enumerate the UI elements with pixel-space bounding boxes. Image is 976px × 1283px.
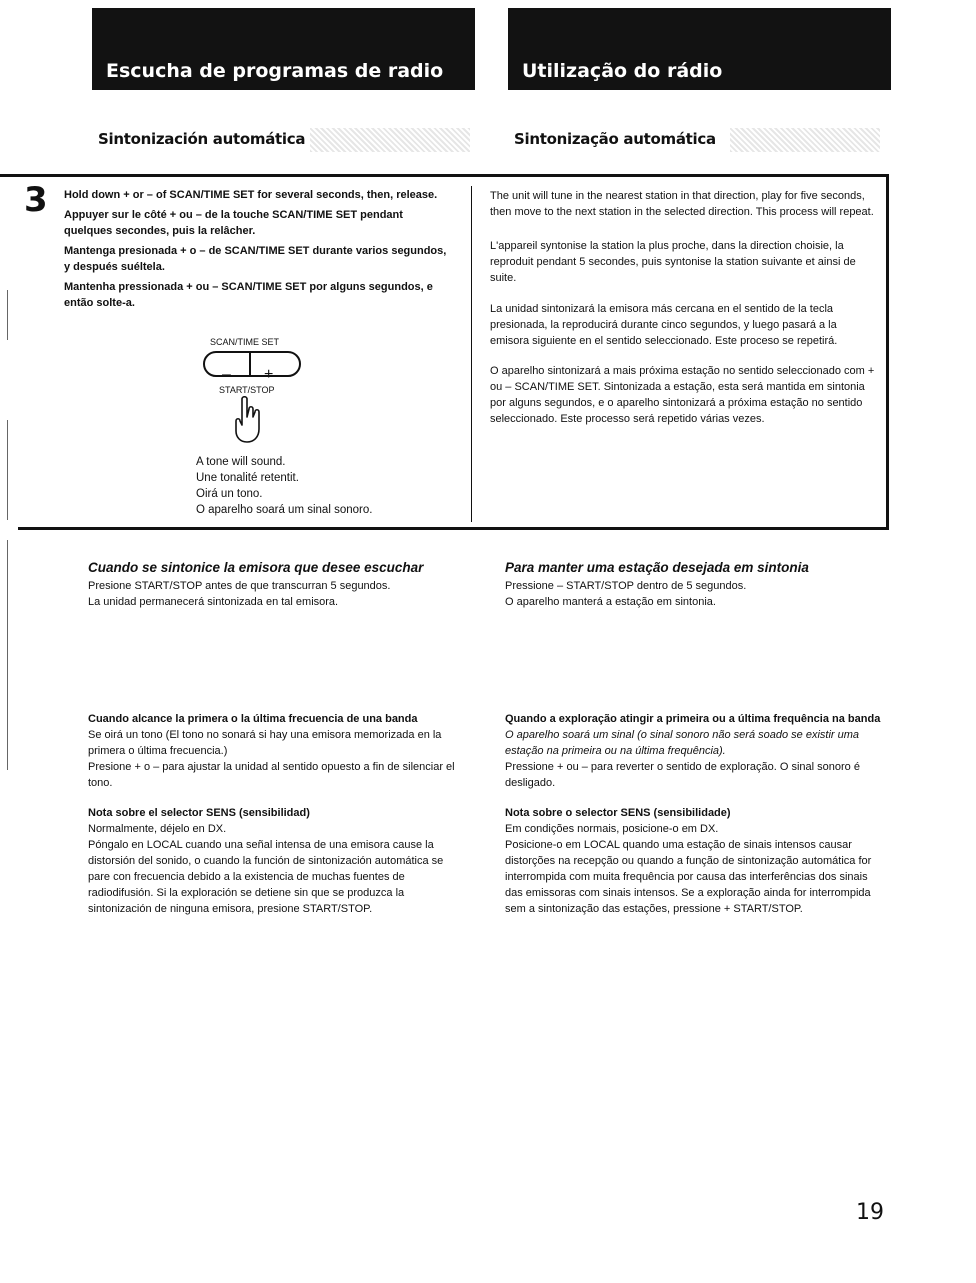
step-number: 3 bbox=[24, 180, 48, 220]
scan-label: SCAN/TIME SET bbox=[210, 337, 280, 347]
desc-fr: L'appareil syntonise la station la plus proche, dans la direction choisie, la reproduit pendant 5 secondes, puis syntonise la station suivante et ainsi de suite. bbox=[490, 240, 856, 284]
step-pt: Mantenha pressionada + ou – SCAN/TIME SET por alguns segundos, e então solte-a. bbox=[64, 281, 433, 309]
es-heading: Cuando se sintonice la emisora que desee escuchar bbox=[88, 560, 424, 575]
es-section bbox=[88, 560, 468, 610]
pt-sens-body2: Posicione-o em LOCAL quando uma estação de sinais intensos causar distorções na recepção ou quando a função de sintonização automática for interrompida com muita frequência por causa das interferências dos sinais das emissoras com sinais intensos. Se a exploração ainda for interrompida sem a sintonização das estações, pressione + START/STOP. bbox=[505, 839, 872, 915]
es-notes bbox=[88, 711, 468, 917]
box-bottom-rule bbox=[18, 527, 889, 530]
step-en: Hold down + or – of SCAN/TIME SET for several seconds, then, release. bbox=[64, 189, 438, 201]
subhead-right-shade bbox=[730, 128, 880, 152]
page-edge-mark bbox=[7, 540, 8, 770]
banner-right-title: Utilização do rádio bbox=[522, 60, 723, 82]
page-edge-mark bbox=[7, 290, 8, 340]
es-sens-body1: Normalmente, déjelo en DX. bbox=[88, 823, 227, 835]
es-sens-body2: Póngalo en LOCAL cuando una señal intensa de una emisora cause la distorsión del sonido, o cuando la función de sintonización automática se pare con frecuencia debido a la existencia de muchas fuentes de radiodifusión. Si la exploración se detiene sin que se produzca la sintonización de ninguna emisora, presione START/STOP. bbox=[88, 839, 444, 915]
es-band-heading: Cuando alcance la primera o la última frecuencia de una banda bbox=[88, 713, 418, 725]
pt-body1: Pressione – START/STOP dentro de 5 segundos. bbox=[505, 580, 747, 592]
banner-left-title: Escucha de programas de radio bbox=[106, 60, 444, 82]
pt-body2: O aparelho manterá a estação em sintonia. bbox=[505, 596, 716, 608]
es-band-body2: Presione + o – para ajustar la unidad al sentido opuesto a fin de silenciar el tono. bbox=[88, 761, 455, 789]
tone-en: A tone will sound. bbox=[196, 456, 286, 468]
banner-right bbox=[508, 8, 891, 90]
es-sens-heading: Nota sobre el selector SENS (sensibilidad) bbox=[88, 807, 310, 819]
pt-notes bbox=[505, 711, 885, 917]
pt-heading: Para manter uma estação desejada em sintonia bbox=[505, 560, 809, 575]
step-instructions bbox=[64, 187, 454, 311]
pt-band-heading: Quando a exploração atingir a primeira ou a última frequência na banda bbox=[505, 713, 881, 725]
es-body2: La unidad permanecerá sintonizada en tal emisora. bbox=[88, 596, 339, 608]
tone-pt: O aparelho soará um sinal sonoro. bbox=[196, 504, 373, 516]
pt-band-body2: Pressione + ou – para reverter o sentido de exploração. O sinal sonoro é desligado. bbox=[505, 761, 860, 789]
desc-en: The unit will tune in the nearest station in that direction, play for five seconds, then move to the next station in the selected direction. This process will repeat. bbox=[490, 190, 874, 218]
box-divider bbox=[471, 186, 472, 522]
start-stop-label: START/STOP bbox=[219, 385, 275, 395]
pt-band-body1: O aparelho soará um sinal (o sinal sonoro não será soado se existir uma estação na primeira ou na última frequência). bbox=[505, 729, 860, 757]
pt-sens-heading: Nota sobre o selector SENS (sensibilidade) bbox=[505, 807, 731, 819]
es-body1: Presione START/STOP antes de que transcurran 5 segundos. bbox=[88, 580, 391, 592]
minus-sign: – bbox=[222, 366, 231, 383]
box-top-rule bbox=[0, 174, 889, 177]
pressing-hand-icon bbox=[228, 395, 268, 445]
pt-section bbox=[505, 560, 885, 610]
step-fr: Appuyer sur le côté + ou – de la touche SCAN/TIME SET pendant quelques secondes, puis la relâcher. bbox=[64, 209, 403, 237]
subhead-left-shade bbox=[310, 128, 470, 152]
description-block bbox=[490, 188, 875, 427]
subhead-left: Sintonización automática bbox=[98, 130, 306, 148]
box-right-rule bbox=[886, 174, 889, 530]
page-edge-mark bbox=[7, 420, 8, 520]
banner-left bbox=[92, 8, 475, 90]
tone-es: Oirá un tono. bbox=[196, 488, 263, 500]
tone-fr: Une tonalité retentit. bbox=[196, 472, 299, 484]
es-band-body1: Se oirá un tono (El tono no sonará si hay una emisora memorizada en la primera o última frecuencia.) bbox=[88, 729, 442, 757]
scan-time-set-button-illustration bbox=[198, 350, 308, 384]
pt-sens-body1: Em condições normais, posicione-o em DX. bbox=[505, 823, 719, 835]
plus-sign: + bbox=[264, 366, 274, 383]
desc-es: La unidad sintonizará la emisora más cercana en el sentido de la tecla presionada, la reproducirá durante cinco segundos, y luego pasará a la emisora siguiente en el sentido seleccionado. Este proceso se repetirá. bbox=[490, 303, 838, 347]
step-es: Mantenga presionada + o – de SCAN/TIME SET durante varios segundos, y después suéltela. bbox=[64, 245, 447, 273]
tone-block bbox=[196, 454, 456, 518]
subhead-right: Sintonização automática bbox=[514, 130, 716, 148]
desc-pt: O aparelho sintonizará a mais próxima estação no sentido seleccionado com + ou – SCAN/TIME SET. Sintonizada a estação, esta será mantida em sintonia por alguns segundos, e o aparelho sintonizará a próxima estação no sentido seleccionado. Este processo será repetido várias vezes. bbox=[490, 365, 875, 425]
page-number: 19 bbox=[856, 1200, 884, 1225]
